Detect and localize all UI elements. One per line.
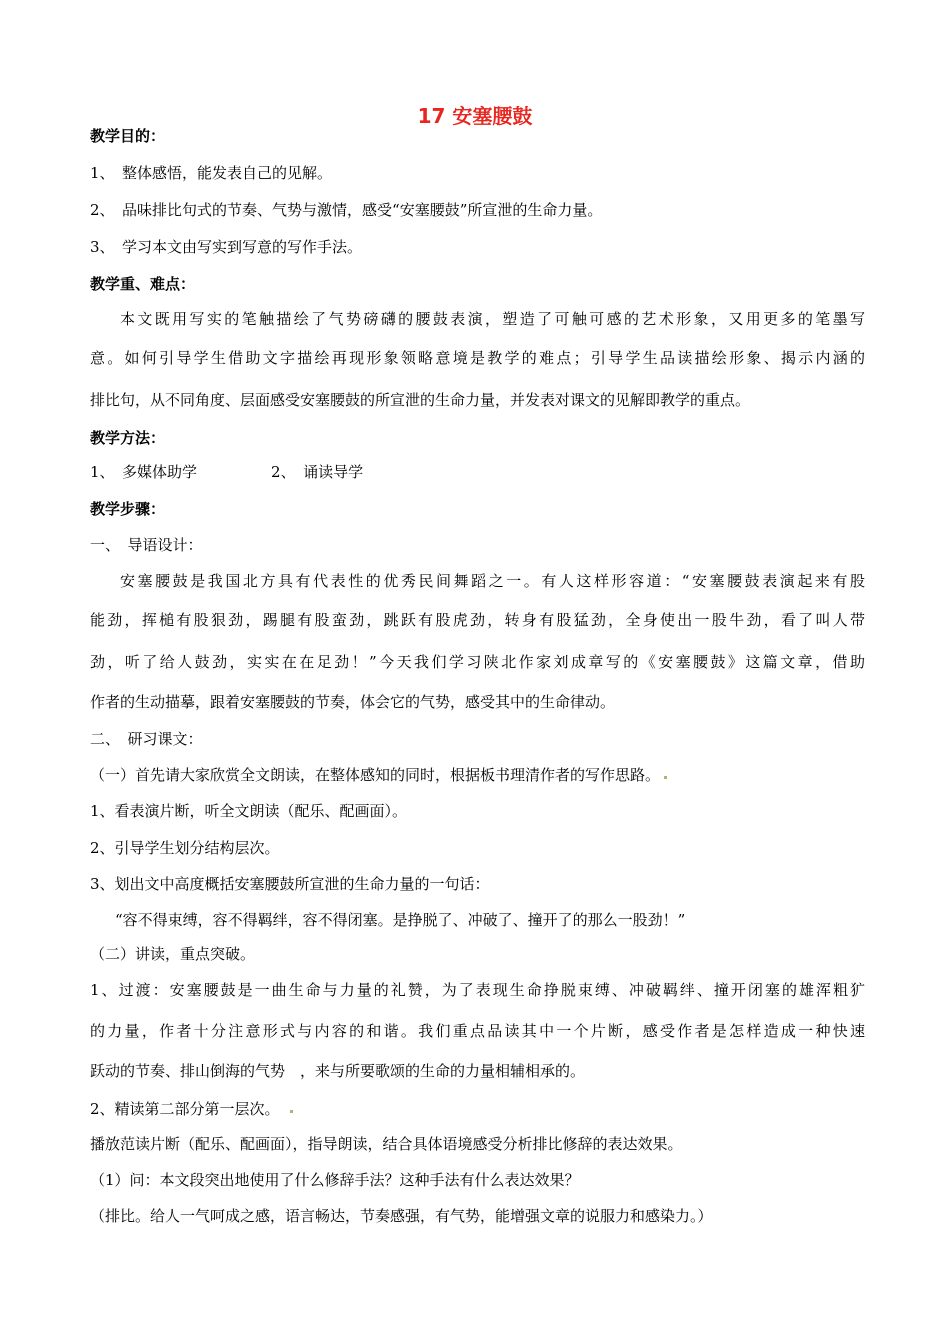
objective-item: 1、 整体感悟，能发表自己的见解。 xyxy=(90,164,333,182)
steps-heading: 教学步骤： xyxy=(90,500,166,518)
question-line: （1）问：本文段突出地使用了什么修辞手法？这种手法有什么表达效果？ xyxy=(90,1171,580,1189)
methods-heading: 教学方法： xyxy=(90,429,166,447)
focus-paragraph-line: 本文既用写实的笔触描绘了气势磅礴的腰鼓表演，塑造了可触可感的艺术形象，又用更多的笔墨写 xyxy=(120,310,865,328)
transition-line: 1、过渡：安塞腰鼓是一曲生命与力量的礼赞，为了表现生命挣脱束缚、冲破羁绊、撞开闭塞的雄浑粗犷 xyxy=(90,981,865,999)
focus-paragraph-line: 意。如何引导学生借助文字描绘再现形象领略意境是教学的难点；引导学生品读描绘形象、揭示内涵的 xyxy=(90,349,865,367)
part-heading xyxy=(90,765,865,785)
intro-paragraph-line: 劲，听了给人鼓劲，实实在在足劲！”今天我们学习陕北作家刘成章写的《安塞腰鼓》这篇文章，借助 xyxy=(90,653,865,671)
intro-paragraph-line: 能劲，挥槌有股狠劲，踢腿有股蛮劲，跳跃有股虎劲，转身有股猛劲，全身使出一股牛劲，看了叫人带 xyxy=(90,611,865,629)
step-heading: 一、 导语设计： xyxy=(90,536,203,554)
methods-row xyxy=(90,462,865,482)
focus-heading: 教学重、难点： xyxy=(90,275,196,293)
part-heading-text: （一）首先请大家欣赏全文朗读，在整体感知的同时，根据板书理清作者的写作思路。 xyxy=(90,766,661,784)
intro-paragraph-line: 作者的生动描摹，跟着安塞腰鼓的节奏，体会它的气势，感受其中的生命律动。 xyxy=(90,693,616,711)
speck-mark xyxy=(290,1110,293,1113)
objective-item: 2、 品味排比句式的节奏、气势与激情，感受“安塞腰鼓”所宣泄的生命力量。 xyxy=(90,201,603,219)
objective-item: 3、 学习本文由写实到写意的写作手法。 xyxy=(90,238,363,256)
intro-paragraph-line: 安塞腰鼓是我国北方具有代表性的优秀民间舞蹈之一。有人这样形容道：“安塞腰鼓表演起来有股 xyxy=(120,572,865,590)
step-heading: 二、 研习课文： xyxy=(90,730,203,748)
objectives-heading: 教学目的： xyxy=(90,127,166,145)
method-item: 2、 诵读导学 xyxy=(271,463,364,481)
close-read-item xyxy=(90,1099,865,1119)
part-item: 1、看表演片断，听全文朗读（配乐、配画面）。 xyxy=(90,802,408,820)
playback-line: 播放范读片断（配乐、配画面），指导朗读，结合具体语境感受分析排比修辞的表达效果。 xyxy=(90,1135,683,1153)
part-item: 3、划出文中高度概括安塞腰鼓所宣泄的生命力量的一句话： xyxy=(90,875,490,893)
part-item: 2、引导学生划分结构层次。 xyxy=(90,839,280,857)
close-read-text: 2、精读第二部分第一层次。 xyxy=(90,1100,280,1118)
part-heading: （二）讲读，重点突破。 xyxy=(90,945,256,963)
transition-line: 的力量，作者十分注意形式与内容的和谐。我们重点品读其中一个片断，感受作者是怎样造成一种快速 xyxy=(90,1022,865,1040)
answer-line: （排比。给人一气呵成之感，语言畅达，节奏感强，有气势，能增强文章的说服力和感染力。） xyxy=(90,1207,713,1225)
transition-line: 跃动的节奏、排山倒海的气势 ，来与所要歌颂的生命的力量相辅相承的。 xyxy=(90,1062,586,1080)
focus-paragraph-line: 排比句，从不同角度、层面感受安塞腰鼓的所宣泄的生命力量，并发表对课文的见解即教学的重点。 xyxy=(90,391,751,409)
page-title: 17 安塞腰鼓 xyxy=(417,104,533,128)
speck-mark xyxy=(664,776,667,779)
key-quote: “容不得束缚，容不得羁绊，容不得闭塞。是挣脱了、冲破了、撞开了的那么一股劲！” xyxy=(115,911,686,929)
method-item: 1、 多媒体助学 xyxy=(90,463,198,481)
